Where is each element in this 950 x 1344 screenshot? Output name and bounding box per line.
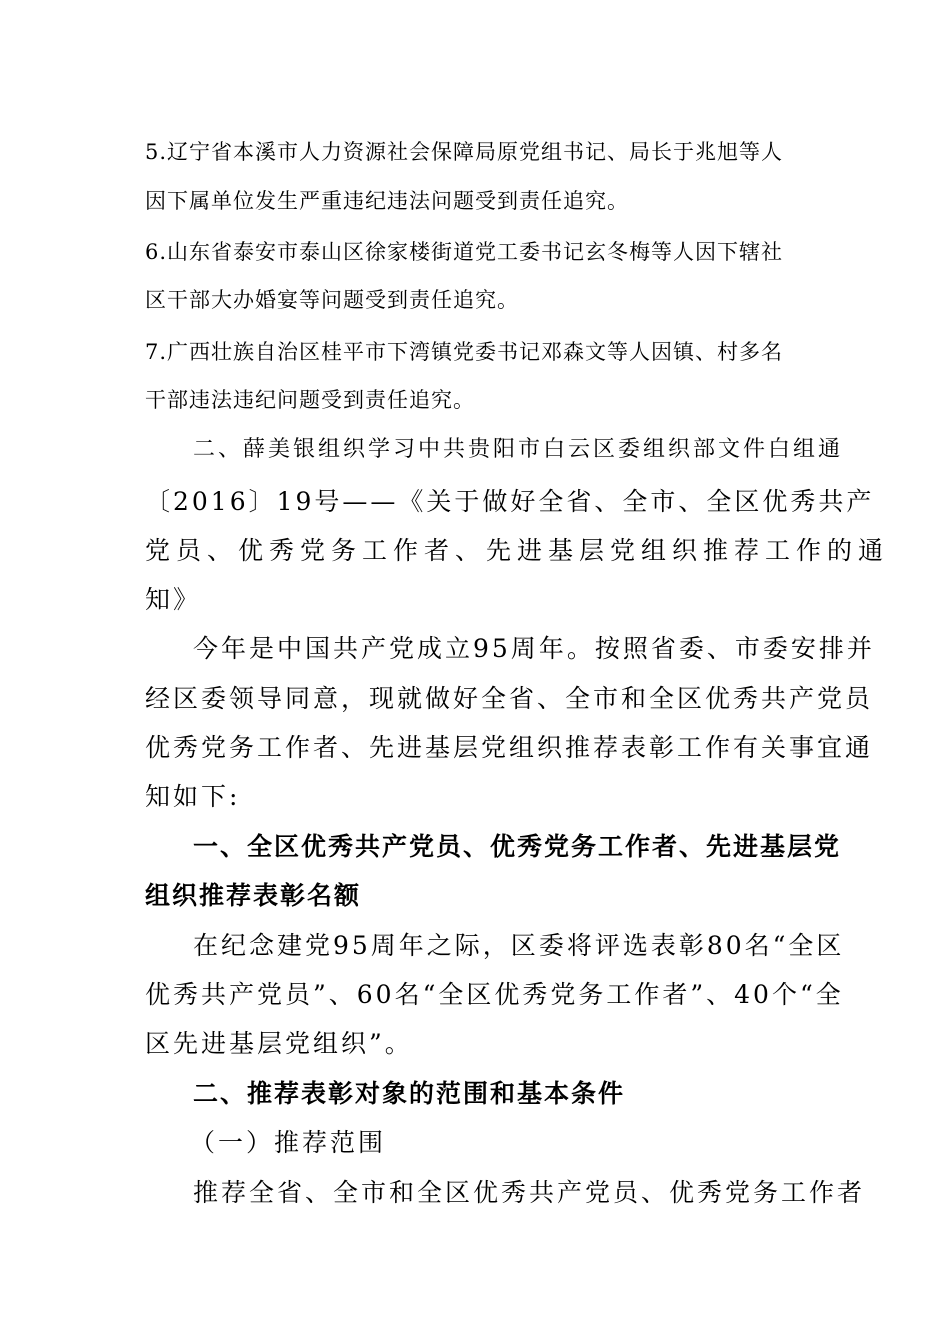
intro-line-3: 优秀党务工作者、先进基层党组织推荐表彰工作有关事宜通: [145, 733, 874, 762]
intro-line-4: 知如下:: [145, 782, 241, 811]
section-heading-line-1: 二、薛美银组织学习中共贵阳市白云区委组织部文件白组通: [193, 437, 844, 462]
section-heading-line-3: 党员、优秀党务工作者、先进基层党组织推荐工作的通: [145, 536, 890, 565]
subheading-scope: （一）推荐范围: [190, 1128, 387, 1157]
quota-line-3: 区先进基层党组织”。: [145, 1029, 413, 1058]
item-6-line-2: 区干部大办婚宴等问题受到责任追究。: [145, 288, 519, 312]
scope-line-1: 推荐全省、全市和全区优秀共产党员、优秀党务工作者: [193, 1178, 866, 1207]
heading-one-line-1: 一、全区优秀共产党员、优秀党务工作者、先进基层党: [193, 832, 842, 861]
quota-line-1: 在纪念建党95周年之际，区委将评选表彰80名“全区: [193, 931, 845, 960]
item-5-line-1: 5.辽宁省本溪市人力资源社会保障局原党组书记、局长于兆旭等人: [145, 140, 784, 164]
quota-line-2: 优秀共产党员”、60名“全区优秀党务工作者”、40个“全: [145, 980, 844, 1009]
section-heading-line-2: 〔2016〕19号——《关于做好全省、全市、全区优秀共产: [145, 487, 875, 516]
item-5-line-2: 因下属单位发生严重违纪违法问题受到责任追究。: [145, 189, 629, 213]
item-6-line-1: 6.山东省泰安市泰山区徐家楼街道党工委书记玄冬梅等人因下辖社: [145, 240, 784, 264]
intro-line-1: 今年是中国共产党成立95周年。按照省委、市委安排并: [193, 634, 875, 663]
item-7-line-1: 7.广西壮族自治区桂平市下湾镇党委书记邓森文等人因镇、村多名: [145, 340, 784, 364]
section-heading-line-4: 知》: [145, 585, 202, 614]
heading-two: 二、推荐表彰对象的范围和基本条件: [193, 1079, 626, 1108]
heading-one-line-2: 组织推荐表彰名额: [145, 881, 362, 910]
item-7-line-2: 干部违法违纪问题受到责任追究。: [145, 388, 475, 412]
intro-line-2: 经区委领导同意，现就做好全省、全市和全区优秀共产党员: [145, 684, 874, 713]
